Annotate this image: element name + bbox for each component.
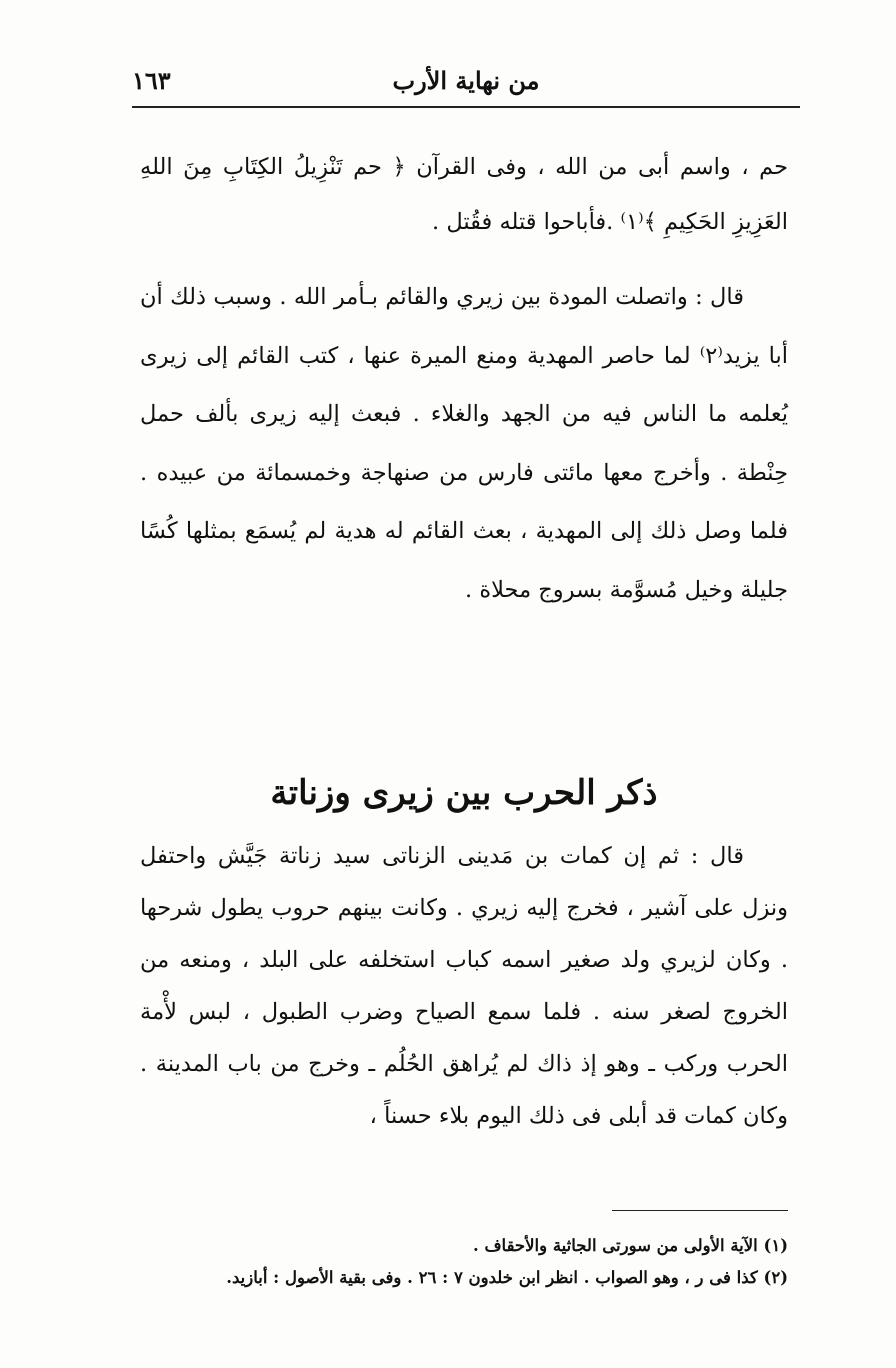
running-title: من نهاية الأرب — [392, 66, 540, 95]
paragraph-mawadda: قال : واتصلت المودة بين زيري والقائم بـأمر الله . وسبب ذلك أن أبا يزيد⁽٢⁾ لما حاصر المهدية ومنع الميرة عنها ، كتب القائم إلى زيرى يُعلمه ما الناس فيه من الجهد والغلاء . فبعث إليه زيرى بألف حمل حِنْطة . وأخرج معها مائتى فارس من صنهاجة وخمسمائة من عبيده . فلما وصل ذلك إلى المهدية ، بعث القائم له هدية لم يُسمَع بمثلها كُسًا جليلة وخيل مُسوَّمة بسروج محلاة . — [140, 284, 788, 603]
section-paragraph: قال : ثم إن كمات بن مَدينى الزناتى سيد زناتة جَيَّش واحتفل ونزل على آشير ، فخرج إليه زيري . وكانت بينهم حروب يطول شرحها . وكان لزيري ولد صغير اسمه كباب استخلفه على البلد ، ومنعه من الخروج لصغر سنه . فلما سمع الصياح وضرب الطبول ، لبس لأْمة الحرب وركب ـ وهو إذ ذاك لم يُراهق الحُلُم ـ وخرج من باب المدينة . وكان كمات قد أبلى فى ذلك اليوم بلاء حسناً ، — [140, 843, 788, 1129]
page-number: ١٦٣ — [132, 66, 171, 95]
page-header — [132, 64, 800, 104]
footnote-2: (٢) كذا فى ر ، وهو الصواب . انظر ابن خلدون ٧ : ٢٦ . وفى بقية الأصول : أبازيد. — [226, 1268, 788, 1287]
section-text-block — [140, 830, 788, 1142]
header-rule — [132, 106, 800, 108]
section-heading: ذكر الحرب بين زيرى وزناتة — [270, 773, 658, 814]
opening-paragraph: حم ، واسم أبى من الله ، وفى القرآن ﴿ حم تَنْزِيلُ الكِتَابِ مِنَ اللهِ العَزِيزِ الحَكِيمِ ﴾⁽١⁾ .فأباحوا قتله فقُتل . — [140, 154, 788, 235]
footnote-1: (١) الآية الأولى من سورتى الجاثية والأحقاف . — [472, 1236, 788, 1255]
main-text-block — [140, 268, 788, 619]
opening-text-block — [140, 140, 788, 250]
footnote-rule — [612, 1210, 788, 1211]
footnotes — [130, 1230, 788, 1294]
